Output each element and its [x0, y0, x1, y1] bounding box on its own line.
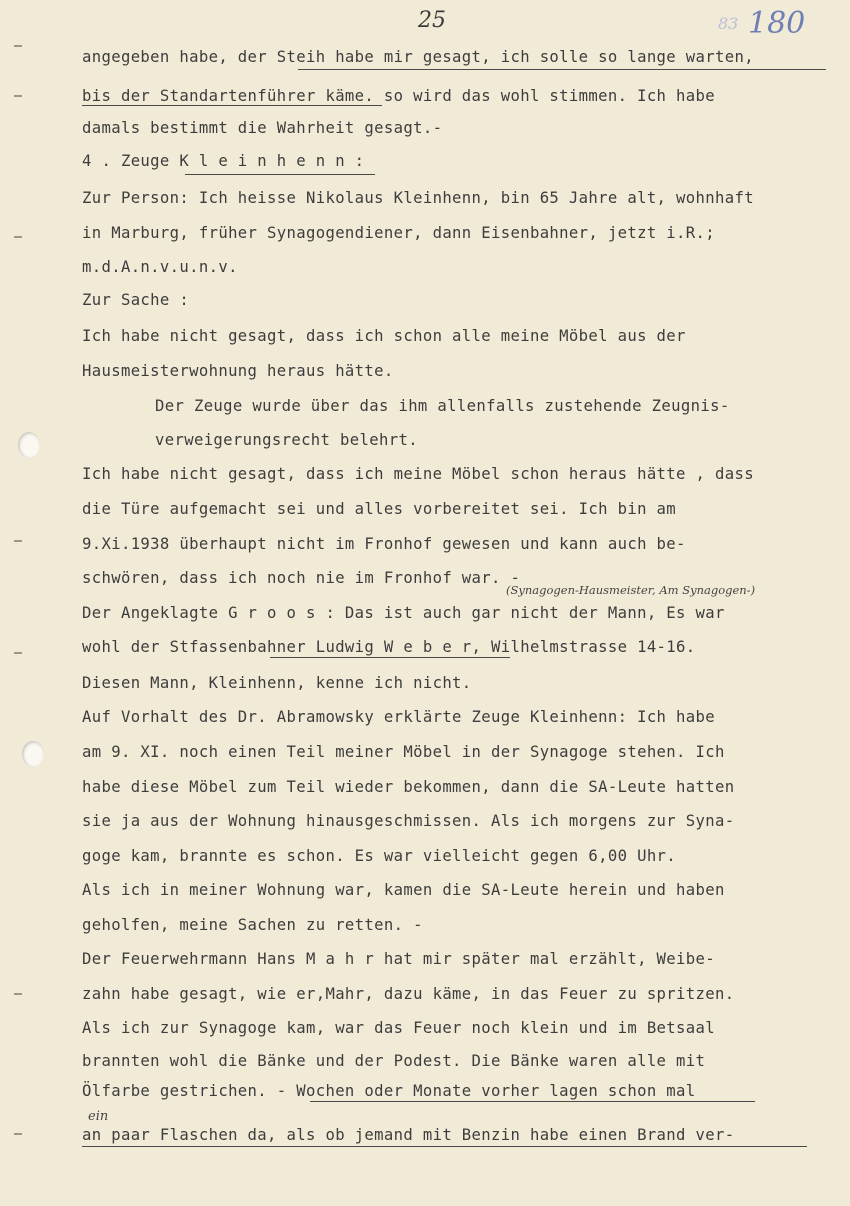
text-line: die Türe aufgemacht sei und alles vorbereitet sei. Ich bin am: [82, 500, 677, 518]
text-line: Auf Vorhalt des Dr. Abramowsky erklärte Zeuge Kleinhenn: Ich habe: [82, 708, 715, 726]
text-line: wohl der Stfassenbahner Ludwig W e b e r, Wilhelmstrasse 14-16.: [82, 638, 696, 656]
page-number: 25: [418, 8, 446, 33]
text-line: bis der Standartenführer käme. so wird das wohl stimmen. Ich habe: [82, 87, 715, 105]
text-line: an paar Flaschen da, als ob jemand mit Benzin habe einen Brand ver-: [82, 1126, 735, 1144]
text-line: Ich habe nicht gesagt, dass ich schon alle meine Möbel aus der: [82, 327, 686, 345]
edge-mark: [14, 540, 22, 542]
text-line: sie ja aus der Wohnung hinausgeschmissen. Als ich morgens zur Syna-: [82, 812, 735, 830]
text-line: zahn habe gesagt, wie er,Mahr, dazu käme, in das Feuer zu spritzen.: [82, 985, 735, 1003]
text-line: damals bestimmt die Wahrheit gesagt.-: [82, 119, 443, 137]
edge-mark: [14, 95, 22, 97]
text-line: Der Angeklagte G r o o s : Das ist auch gar nicht der Mann, Es war: [82, 604, 725, 622]
text-line: schwören, dass ich noch nie im Fronhof war. -: [82, 569, 521, 587]
underline: [298, 69, 826, 70]
text-line: angegeben habe, der Steih habe mir gesagt, ich solle so lange warten,: [82, 48, 754, 66]
text-line: am 9. XI. noch einen Teil meiner Möbel in der Synagoge stehen. Ich: [82, 743, 725, 761]
text-line: Ich habe nicht gesagt, dass ich meine Möbel schon heraus hätte , dass: [82, 465, 754, 483]
text-line: Als ich zur Synagoge kam, war das Feuer noch klein und im Betsaal: [82, 1019, 715, 1037]
underline: [185, 174, 375, 175]
handwritten-insert: ein: [88, 1109, 109, 1124]
handwritten-insert: (Synagogen-Hausmeister, Am Synagogen-): [506, 583, 756, 597]
text-line: geholfen, meine Sachen zu retten. -: [82, 916, 423, 934]
archive-faint-number: 83: [718, 14, 739, 33]
text-line: m.d.A.n.v.u.n.v.: [82, 258, 238, 276]
text-line: verweigerungsrecht belehrt.: [155, 431, 418, 449]
text-line: Als ich in meiner Wohnung war, kamen die SA-Leute herein und haben: [82, 881, 725, 899]
underline: [82, 1146, 807, 1147]
text-line: 9.Xi.1938 überhaupt nicht im Fronhof gewesen und kann auch be-: [82, 535, 686, 553]
text-line: brannten wohl die Bänke und der Podest. Die Bänke waren alle mit: [82, 1052, 706, 1070]
text-line: habe diese Möbel zum Teil wieder bekommen, dann die SA-Leute hatten: [82, 778, 735, 796]
text-line: Hausmeisterwohnung heraus hätte.: [82, 362, 394, 380]
edge-mark: [14, 236, 22, 238]
edge-mark: [14, 652, 22, 654]
edge-mark: [14, 45, 22, 47]
punch-hole: [22, 741, 44, 767]
text-line: Zur Person: Ich heisse Nikolaus Kleinhenn, bin 65 Jahre alt, wohnhaft: [82, 189, 754, 207]
archive-number: 180: [748, 6, 806, 41]
text-line: Ölfarbe gestrichen. - Wochen oder Monate vorher lagen schon mal: [82, 1082, 696, 1100]
text-line: 4 . Zeuge K l e i n h e n n :: [82, 152, 365, 170]
text-line: Der Zeuge wurde über das ihm allenfalls zustehende Zeugnis-: [155, 397, 730, 415]
underline: [310, 1101, 755, 1102]
punch-hole: [18, 432, 40, 458]
text-line: Diesen Mann, Kleinhenn, kenne ich nicht.: [82, 674, 472, 692]
underline: [270, 657, 510, 658]
edge-mark: [14, 1133, 22, 1135]
text-line: Zur Sache :: [82, 291, 190, 309]
text-line: goge kam, brannte es schon. Es war vielleicht gegen 6,00 Uhr.: [82, 847, 677, 865]
text-line: Der Feuerwehrmann Hans M a h r hat mir später mal erzählt, Weibe-: [82, 950, 715, 968]
edge-mark: [14, 993, 22, 995]
text-line: in Marburg, früher Synagogendiener, dann Eisenbahner, jetzt i.R.;: [82, 224, 715, 242]
underline: [82, 105, 382, 106]
